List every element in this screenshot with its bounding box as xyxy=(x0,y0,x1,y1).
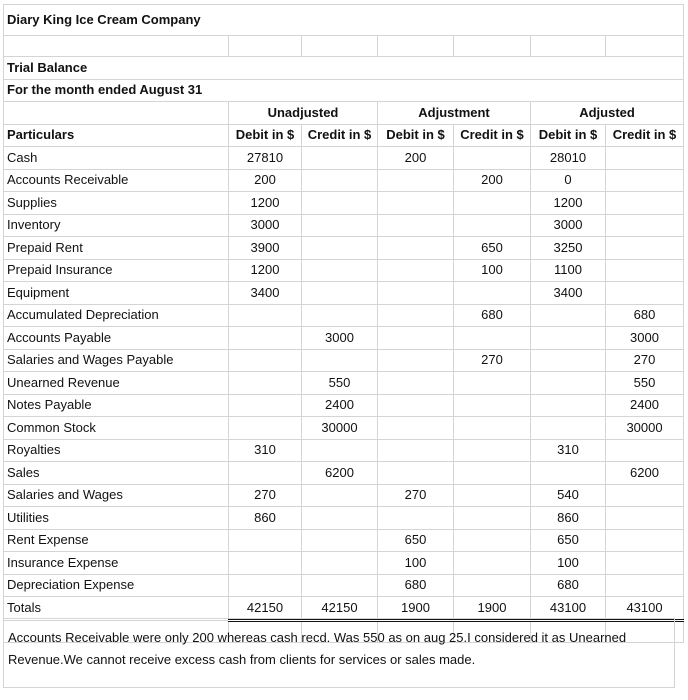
table-row xyxy=(4,169,684,192)
cell-adjustment-credit: 680 xyxy=(454,304,531,327)
report-period: For the month ended August 31 xyxy=(4,79,684,102)
cell-unadjusted-debit xyxy=(229,529,302,552)
total-adjustment-debit: 1900 xyxy=(378,597,454,621)
cell-adjustment-debit: 200 xyxy=(378,147,454,170)
cell-adjustment-debit: 650 xyxy=(378,529,454,552)
table-row xyxy=(4,214,684,237)
cell-unadjusted-credit: 3000 xyxy=(302,327,378,350)
cell-adjusted-credit xyxy=(606,484,684,507)
cell-adjustment-credit xyxy=(454,372,531,395)
cell-adjusted-credit: 270 xyxy=(606,349,684,372)
cell-adjusted-credit xyxy=(606,214,684,237)
cell-adjusted-debit: 680 xyxy=(531,574,606,597)
cell-adjusted-credit: 680 xyxy=(606,304,684,327)
cell-adjustment-debit xyxy=(378,417,454,440)
cell-unadjusted-debit xyxy=(229,304,302,327)
cell-unadjusted-debit xyxy=(229,552,302,575)
cell-adjusted-credit xyxy=(606,169,684,192)
cell-unadjusted-credit xyxy=(302,529,378,552)
cell-adjusted-credit: 30000 xyxy=(606,417,684,440)
group-header-unadjusted: Unadjusted xyxy=(229,102,378,125)
cell-adjustment-debit xyxy=(378,439,454,462)
cell-adjusted-debit: 3400 xyxy=(531,282,606,305)
column-header-adjusted-credit: Credit in $ xyxy=(606,124,684,147)
account-name: Cash xyxy=(4,147,229,170)
cell-adjustment-credit xyxy=(454,394,531,417)
cell-adjustment-credit xyxy=(454,484,531,507)
cell-adjustment-debit xyxy=(378,237,454,260)
total-adjusted-credit: 43100 xyxy=(606,597,684,621)
report-title: Trial Balance xyxy=(4,57,684,80)
column-header-adjustment-credit: Credit in $ xyxy=(454,124,531,147)
cell-unadjusted-credit xyxy=(302,552,378,575)
cell-adjusted-credit: 6200 xyxy=(606,462,684,485)
cell-adjustment-debit: 270 xyxy=(378,484,454,507)
cell-adjustment-credit xyxy=(454,507,531,530)
cell-adjusted-credit: 550 xyxy=(606,372,684,395)
trial-balance-sheet xyxy=(3,4,683,643)
cell-unadjusted-debit: 27810 xyxy=(229,147,302,170)
table-row xyxy=(4,552,684,575)
cell-adjusted-credit xyxy=(606,574,684,597)
cell-adjusted-credit xyxy=(606,507,684,530)
cell-unadjusted-debit: 200 xyxy=(229,169,302,192)
cell-unadjusted-debit xyxy=(229,394,302,417)
total-unadjusted-debit: 42150 xyxy=(229,597,302,621)
cell-adjustment-debit xyxy=(378,394,454,417)
account-name: Accounts Receivable xyxy=(4,169,229,192)
account-name: Prepaid Rent xyxy=(4,237,229,260)
cell-adjustment-debit xyxy=(378,259,454,282)
cell-adjusted-debit xyxy=(531,462,606,485)
cell-adjusted-credit xyxy=(606,439,684,462)
cell-adjusted-debit: 860 xyxy=(531,507,606,530)
cell-adjustment-debit xyxy=(378,214,454,237)
cell-adjusted-credit xyxy=(606,552,684,575)
cell-adjustment-credit xyxy=(454,147,531,170)
cell-unadjusted-credit: 6200 xyxy=(302,462,378,485)
cell-unadjusted-credit: 550 xyxy=(302,372,378,395)
cell-adjustment-credit xyxy=(454,529,531,552)
cell-adjusted-credit xyxy=(606,282,684,305)
table-row xyxy=(4,529,684,552)
cell-unadjusted-credit xyxy=(302,237,378,260)
trial-balance-table xyxy=(3,4,684,643)
cell-adjusted-debit: 100 xyxy=(531,552,606,575)
cell-unadjusted-credit xyxy=(302,214,378,237)
cell-adjusted-debit xyxy=(531,394,606,417)
cell-unadjusted-debit: 3000 xyxy=(229,214,302,237)
cell-adjustment-debit: 680 xyxy=(378,574,454,597)
table-row xyxy=(4,574,684,597)
account-name: Notes Payable xyxy=(4,394,229,417)
cell-unadjusted-debit xyxy=(229,372,302,395)
cell-unadjusted-credit: 2400 xyxy=(302,394,378,417)
account-name: Rent Expense xyxy=(4,529,229,552)
cell-unadjusted-debit xyxy=(229,574,302,597)
cell-adjusted-debit: 650 xyxy=(531,529,606,552)
table-row xyxy=(4,282,684,305)
explanation-note: Accounts Receivable were only 200 whereas cash recd. Was 550 as on aug 25.I considered it as Unearned Revenue.We cannot receive excess cash from clients for services or sales made. xyxy=(3,618,675,688)
total-adjustment-credit: 1900 xyxy=(454,597,531,621)
table-row xyxy=(4,417,684,440)
cell-adjusted-debit xyxy=(531,372,606,395)
cell-adjustment-debit xyxy=(378,507,454,530)
cell-adjustment-debit xyxy=(378,192,454,215)
company-name: Diary King Ice Cream Company xyxy=(4,5,684,36)
cell-unadjusted-debit: 1200 xyxy=(229,192,302,215)
cell-adjusted-credit xyxy=(606,192,684,215)
cell-adjustment-credit xyxy=(454,574,531,597)
cell-adjusted-debit xyxy=(531,304,606,327)
total-unadjusted-credit: 42150 xyxy=(302,597,378,621)
account-name: Equipment xyxy=(4,282,229,305)
table-row xyxy=(4,327,684,350)
cell-unadjusted-debit: 860 xyxy=(229,507,302,530)
account-name: Insurance Expense xyxy=(4,552,229,575)
cell-unadjusted-credit: 30000 xyxy=(302,417,378,440)
cell-adjustment-credit: 200 xyxy=(454,169,531,192)
cell-adjustment-credit xyxy=(454,214,531,237)
cell-adjustment-credit xyxy=(454,462,531,485)
table-row xyxy=(4,259,684,282)
cell-adjusted-debit: 1100 xyxy=(531,259,606,282)
account-name: Accounts Payable xyxy=(4,327,229,350)
cell-adjusted-credit xyxy=(606,147,684,170)
cell-adjusted-debit xyxy=(531,417,606,440)
cell-unadjusted-credit xyxy=(302,169,378,192)
table-row xyxy=(4,372,684,395)
cell-adjustment-debit xyxy=(378,327,454,350)
cell-unadjusted-debit: 1200 xyxy=(229,259,302,282)
cell-adjusted-debit: 3000 xyxy=(531,214,606,237)
table-row xyxy=(4,237,684,260)
cell-adjustment-credit xyxy=(454,439,531,462)
cell-unadjusted-credit xyxy=(302,349,378,372)
column-header-particulars: Particulars xyxy=(4,124,229,147)
cell-adjusted-debit: 3250 xyxy=(531,237,606,260)
cell-adjusted-debit: 540 xyxy=(531,484,606,507)
account-name: Accumulated Depreciation xyxy=(4,304,229,327)
cell-unadjusted-credit xyxy=(302,282,378,305)
total-adjusted-debit: 43100 xyxy=(531,597,606,621)
account-name: Depreciation Expense xyxy=(4,574,229,597)
cell-adjustment-credit: 650 xyxy=(454,237,531,260)
account-name: Common Stock xyxy=(4,417,229,440)
account-name: Supplies xyxy=(4,192,229,215)
column-header-adjusted-debit: Debit in $ xyxy=(531,124,606,147)
cell-adjustment-debit: 100 xyxy=(378,552,454,575)
account-name: Salaries and Wages xyxy=(4,484,229,507)
cell-adjustment-debit xyxy=(378,282,454,305)
cell-adjustment-credit: 100 xyxy=(454,259,531,282)
column-header-unadjusted-debit: Debit in $ xyxy=(229,124,302,147)
table-row xyxy=(4,394,684,417)
cell-adjusted-debit: 28010 xyxy=(531,147,606,170)
cell-adjusted-debit: 310 xyxy=(531,439,606,462)
account-name: Royalties xyxy=(4,439,229,462)
account-name: Unearned Revenue xyxy=(4,372,229,395)
cell-adjusted-debit xyxy=(531,327,606,350)
cell-adjusted-credit: 2400 xyxy=(606,394,684,417)
cell-adjustment-debit xyxy=(378,349,454,372)
cell-adjustment-debit xyxy=(378,304,454,327)
cell-unadjusted-debit xyxy=(229,327,302,350)
table-row xyxy=(4,147,684,170)
group-header-adjusted: Adjusted xyxy=(531,102,684,125)
cell-unadjusted-debit: 3400 xyxy=(229,282,302,305)
cell-unadjusted-debit: 270 xyxy=(229,484,302,507)
column-header-adjustment-debit: Debit in $ xyxy=(378,124,454,147)
table-row xyxy=(4,507,684,530)
table-row xyxy=(4,462,684,485)
cell-adjusted-credit xyxy=(606,237,684,260)
cell-adjusted-debit: 0 xyxy=(531,169,606,192)
cell-unadjusted-debit xyxy=(229,462,302,485)
account-name: Prepaid Insurance xyxy=(4,259,229,282)
account-name: Sales xyxy=(4,462,229,485)
account-name: Salaries and Wages Payable xyxy=(4,349,229,372)
table-row xyxy=(4,439,684,462)
account-name: Inventory xyxy=(4,214,229,237)
cell-adjustment-credit xyxy=(454,327,531,350)
cell-adjustment-credit xyxy=(454,552,531,575)
group-header-adjustment: Adjustment xyxy=(378,102,531,125)
cell-unadjusted-credit xyxy=(302,192,378,215)
cell-unadjusted-debit xyxy=(229,349,302,372)
totals-label: Totals xyxy=(4,597,229,621)
cell-adjusted-debit xyxy=(531,349,606,372)
cell-unadjusted-credit xyxy=(302,439,378,462)
cell-adjusted-debit: 1200 xyxy=(531,192,606,215)
cell-adjustment-credit xyxy=(454,417,531,440)
cell-unadjusted-credit xyxy=(302,259,378,282)
table-row xyxy=(4,349,684,372)
cell-unadjusted-credit xyxy=(302,574,378,597)
cell-adjusted-credit xyxy=(606,259,684,282)
cell-unadjusted-credit xyxy=(302,147,378,170)
cell-unadjusted-credit xyxy=(302,304,378,327)
table-row xyxy=(4,192,684,215)
cell-adjusted-credit: 3000 xyxy=(606,327,684,350)
totals-row xyxy=(4,597,684,621)
cell-unadjusted-credit xyxy=(302,484,378,507)
cell-adjustment-debit xyxy=(378,169,454,192)
cell-adjustment-credit xyxy=(454,282,531,305)
account-name: Utilities xyxy=(4,507,229,530)
cell-unadjusted-debit: 3900 xyxy=(229,237,302,260)
cell-adjustment-credit: 270 xyxy=(454,349,531,372)
cell-adjustment-credit xyxy=(454,192,531,215)
cell-unadjusted-credit xyxy=(302,507,378,530)
table-row xyxy=(4,304,684,327)
column-header-unadjusted-credit: Credit in $ xyxy=(302,124,378,147)
cell-unadjusted-debit: 310 xyxy=(229,439,302,462)
cell-adjustment-debit xyxy=(378,372,454,395)
cell-adjustment-debit xyxy=(378,462,454,485)
cell-unadjusted-debit xyxy=(229,417,302,440)
cell-adjusted-credit xyxy=(606,529,684,552)
table-row xyxy=(4,484,684,507)
